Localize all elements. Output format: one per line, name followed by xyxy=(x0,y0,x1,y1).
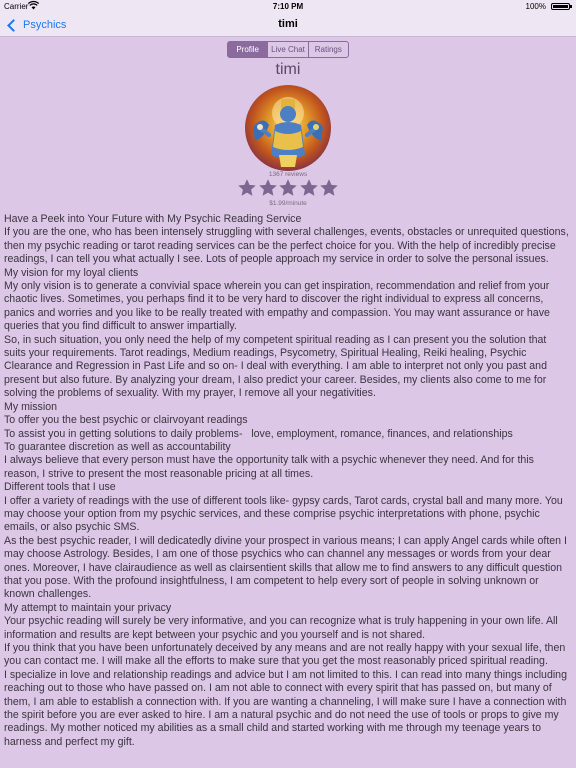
bio-paragraph: I specialize in love and relationship readings and advice but I am not limited to this. I can read into many things including reaching out to those who have passed on. I am not able to connect with every spirit that has passed on, but many of them, I am able to establish a connection with. If you are wanting a channeling, I will make sure I have a connection with the spirit before you are ever asked to hire. I am a natural psychic and do not need the use of tools or props to give my readings. My mother noticed my abilities as a small child and started working with me through my teenage years to harness and perfect my gift. xyxy=(4,668,570,748)
bio-paragraph: I offer a variety of readings with the use of different tools like- gypsy cards, Tarot cards, crystal ball and many more. You may choose your option from my psychic services, and these comprise psychic interpretations with phone, psychic emails, or also psychic SMS. xyxy=(4,494,566,534)
battery-percent: 100% xyxy=(525,2,546,11)
star-icon xyxy=(279,179,297,197)
nav-title: timi xyxy=(278,18,298,30)
star-icon xyxy=(320,179,338,197)
navigation-bar xyxy=(0,14,576,37)
chevron-left-icon xyxy=(7,19,20,32)
status-bar xyxy=(0,0,576,14)
bio-paragraph: Your psychic reading will surely be very informative, and you can recognize what is truly happening in your own life. All information and results are kept between your psychic and you yourself and is not shared. xyxy=(4,615,561,641)
back-button[interactable] xyxy=(6,17,66,33)
bio-paragraph: So, in such situation, you only need the help of my competent spiritual reading as I can present you the solution that suits your requirements. Tarot readings, Medium readings, Psycometry, Spiritual Healing, Reiki healing, Psychic Clearance and Regression in Past Life and so on- I deal with everything. I am able to interpret not only you past and present but also future. By analyzing your dream, I also predict your career. Besides, my clients also come to me for solving the problems of sexuality. With my prayer, I remove all your negativities. xyxy=(4,333,550,400)
star-icon xyxy=(300,179,318,197)
bio-paragraph: I always believe that every person must have the opportunity talk with a psychic whenever they need. And for this reason, I strive to present the most reasonable pricing at all times. xyxy=(4,454,537,480)
back-button-label: Psychics xyxy=(23,19,67,31)
bio-paragraph: As the best psychic reader, I will dedicatedly divine your prospect in various means; I can apply Angel cards while often I may choose Astrology. Besides, I am one of those psychics who can channel any messages or words from your dear ones. Moreover, I have clairaudience as well as clairsentient skills that allow me to find answers to any difficult question that you pose. With the profound insightfulness, I am competent to help every sort of people in solving unknown or known challenges. xyxy=(4,534,570,601)
tab-ratings[interactable]: Ratings xyxy=(314,45,342,54)
psychic-name: timi xyxy=(275,61,301,78)
carrier-label: Carrier xyxy=(4,2,29,11)
bio-paragraph: My only vision is to generate a convivial space wherein you can get inspiration, recommendation and relief from your chaotic lives. Sometimes, you perhaps find it to be very hard to discover the right individual to express all concerns, panics and worries and you like to be really treated with empathy and compassion. You may want assurance or have queries that you find difficult to answer impartially. xyxy=(4,280,553,333)
bio-paragraph: My vision for my loyal clients xyxy=(4,266,139,279)
star-rating xyxy=(238,179,338,198)
bio-paragraph: To assist you in getting solutions to daily problems- love, employment, romance, finances, and relationships xyxy=(4,427,513,440)
bio-paragraph: My mission xyxy=(4,400,57,413)
clock: 7:10 PM xyxy=(272,2,304,11)
bio-paragraph: To offer you the best psychic or clairvoyant readings xyxy=(4,414,248,427)
tab-live-chat[interactable]: Live Chat xyxy=(268,42,308,57)
battery-icon xyxy=(551,3,570,10)
bio-paragraph: If you are the one, who has been intensely struggling with several challenges, events, obstacles or unrequited questions, then my psychic reading or tarot reading services can be the perfect choice for you. With the help of incredibly precise readings, I can tell you what actually I see. Lots of people approach my service in order to solve the personal issues. xyxy=(4,226,572,266)
star-icon xyxy=(238,179,256,197)
bio-paragraph: To guarantee discretion as well as accountability xyxy=(4,440,231,453)
price-per-minute: $1.99/minute xyxy=(269,200,307,207)
profile-bio xyxy=(4,213,570,768)
bio-paragraph: Different tools that I use xyxy=(4,481,116,494)
bio-paragraph: My attempt to maintain your privacy xyxy=(4,601,172,614)
star-icon xyxy=(259,179,277,197)
tab-profile[interactable]: Profile xyxy=(228,42,268,57)
bio-paragraph: Have a Peek into Your Future with My Psychic Reading Service xyxy=(4,213,302,225)
profile-tabs xyxy=(227,41,349,58)
review-count: 1367 reviews xyxy=(268,171,308,178)
avatar xyxy=(245,85,331,171)
bio-paragraph: If you think that you have been unfortunately deceived by any means and are not really happy with your sexual life, then you can contact me. I will make all the efforts to make sure that you get the most reasonably priced spiritual reading. xyxy=(4,642,569,668)
